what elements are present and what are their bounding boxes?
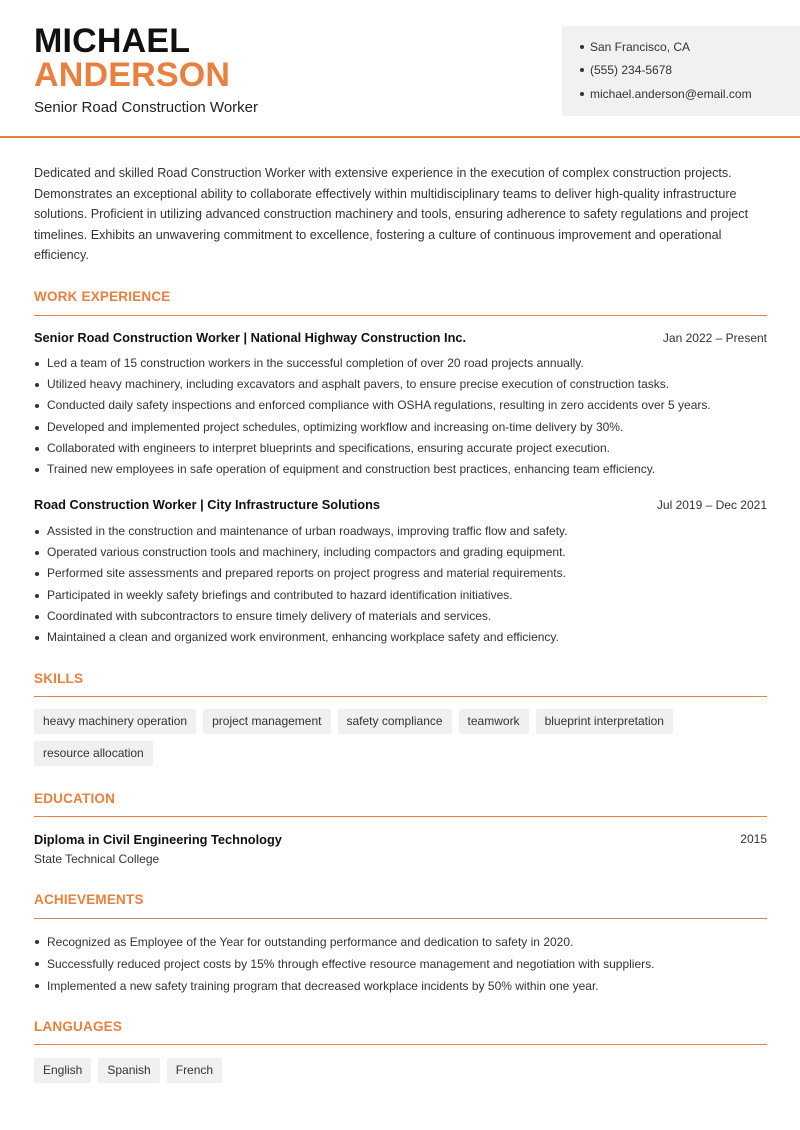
achievements-list bbox=[34, 931, 767, 997]
contact-phone bbox=[580, 63, 672, 77]
section-title-skills: SKILLS bbox=[34, 671, 84, 686]
education-degree: Diploma in Civil Engineering Technology bbox=[34, 832, 282, 847]
list-item: Operated various construction tools and machinery, including compactors and grading equipment. bbox=[34, 542, 767, 563]
section-title-experience: WORK EXPERIENCE bbox=[34, 289, 171, 304]
list-item: Successfully reduced project costs by 15% through effective resource management and negotiation with suppliers. bbox=[34, 953, 767, 975]
list-item: Conducted daily safety inspections and enforced compliance with OSHA regulations, resulting in zero accidents over 5 years. bbox=[34, 395, 767, 416]
skill-chip: project management bbox=[203, 709, 330, 734]
job-title: Senior Road Construction Worker bbox=[34, 99, 258, 116]
list-item: Collaborated with engineers to interpret blueprints and specifications, ensuring accurate project execution. bbox=[34, 438, 767, 459]
bullet-icon bbox=[580, 45, 584, 49]
skill-chip: teamwork bbox=[459, 709, 529, 734]
list-item: Maintained a clean and organized work environment, enhancing workplace safety and efficiency. bbox=[34, 627, 767, 648]
skill-chip: resource allocation bbox=[34, 741, 153, 766]
list-item: Participated in weekly safety briefings and contributed to hazard identification initiatives. bbox=[34, 585, 767, 606]
languages-list bbox=[34, 1058, 767, 1090]
language-chip: Spanish bbox=[98, 1058, 159, 1083]
education-year: 2015 bbox=[740, 832, 767, 846]
bullet-icon bbox=[580, 92, 584, 96]
summary-paragraph: Dedicated and skilled Road Construction Worker with extensive experience in the execution of complex construction projects. Demonstrates an exceptional ability to collaborate effectively within multidisciplinary teams to deliver high-quality infrastructure solutions. Proficient in utilizing advanced construction machinery and tools, ensuring adherence to safety regulations and project timelines. Exhibits an unwavering commitment to excellence, fostering a culture of continuous improvement and operational efficiency. bbox=[34, 166, 749, 262]
location-text: San Francisco, CA bbox=[590, 40, 691, 54]
education-school: State Technical College bbox=[34, 852, 160, 866]
list-item: Coordinated with subcontractors to ensure timely delivery of materials and services. bbox=[34, 606, 767, 627]
section-divider bbox=[34, 1044, 767, 1045]
bullet-icon bbox=[580, 68, 584, 72]
list-item: Trained new employees in safe operation of equipment and construction best practices, enhancing team efficiency. bbox=[34, 459, 767, 480]
list-item: Led a team of 15 construction workers in the successful completion of over 20 road projects annually. bbox=[34, 353, 767, 374]
list-item: Developed and implemented project schedules, optimizing workflow and increasing on-time delivery by 30%. bbox=[34, 417, 767, 438]
list-item: Utilized heavy machinery, including excavators and asphalt pavers, to ensure precise execution of construction tasks. bbox=[34, 374, 767, 395]
contact-box bbox=[562, 26, 800, 116]
list-item: Assisted in the construction and maintenance of urban roadways, improving traffic flow and safety. bbox=[34, 521, 767, 542]
section-title-education: EDUCATION bbox=[34, 791, 116, 806]
list-item: Recognized as Employee of the Year for outstanding performance and dedication to safety in 2020. bbox=[34, 931, 767, 953]
job-heading-1: Senior Road Construction Worker | National Highway Construction Inc. bbox=[34, 330, 467, 345]
phone-text: (555) 234-5678 bbox=[590, 63, 673, 77]
skills-list bbox=[34, 709, 767, 773]
email-text: michael.anderson@email.com bbox=[590, 87, 752, 101]
resume-header bbox=[0, 0, 800, 138]
job-dates-1: Jan 2022 – Present bbox=[662, 331, 767, 345]
skill-chip: heavy machinery operation bbox=[34, 709, 196, 734]
job-dates-2: Jul 2019 – Dec 2021 bbox=[656, 498, 767, 512]
list-item: Performed site assessments and prepared reports on project progress and material requirements. bbox=[34, 563, 767, 584]
section-title-achievements: ACHIEVEMENTS bbox=[34, 892, 144, 907]
last-name: ANDERSON bbox=[34, 56, 231, 94]
job-bullets-2 bbox=[34, 521, 767, 648]
contact-location bbox=[580, 40, 690, 54]
section-divider bbox=[34, 816, 767, 817]
language-chip: English bbox=[34, 1058, 91, 1083]
first-name: MICHAEL bbox=[34, 22, 191, 60]
skill-chip: safety compliance bbox=[338, 709, 452, 734]
section-divider bbox=[34, 918, 767, 919]
section-title-languages: LANGUAGES bbox=[34, 1019, 123, 1034]
section-divider bbox=[34, 696, 767, 697]
section-divider bbox=[34, 315, 767, 316]
skill-chip: blueprint interpretation bbox=[536, 709, 673, 734]
list-item: Implemented a new safety training program that decreased workplace incidents by 50% within one year. bbox=[34, 975, 767, 997]
job-bullets-1 bbox=[34, 353, 767, 480]
job-heading-2: Road Construction Worker | City Infrastructure Solutions bbox=[34, 497, 381, 512]
contact-email bbox=[580, 87, 752, 101]
language-chip: French bbox=[167, 1058, 222, 1083]
